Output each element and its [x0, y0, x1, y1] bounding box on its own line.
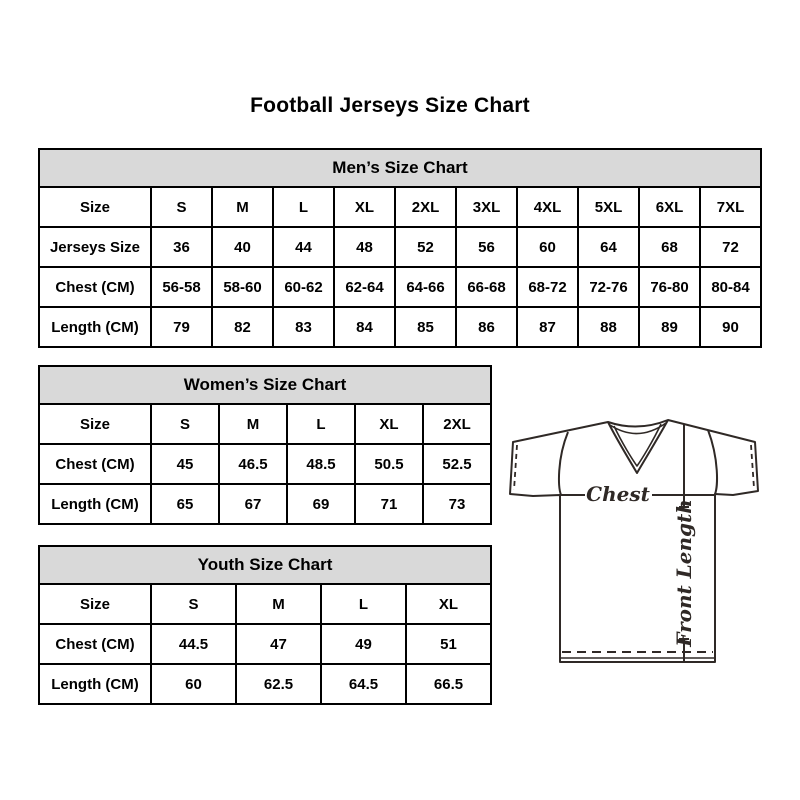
value-cell: 44 — [273, 227, 334, 267]
value-cell: 56-58 — [151, 267, 212, 307]
table-row — [39, 484, 491, 524]
table-row — [39, 227, 761, 267]
value-cell: 68-72 — [517, 267, 578, 307]
table-row — [39, 624, 491, 664]
value-cell: 65 — [151, 484, 219, 524]
row-label-cell: Chest (CM) — [39, 267, 151, 307]
value-cell: 62-64 — [334, 267, 395, 307]
row-label-cell: Chest (CM) — [39, 624, 151, 664]
value-cell: S — [151, 404, 219, 444]
jersey-outline — [510, 420, 758, 662]
row-label-cell: Length (CM) — [39, 307, 151, 347]
youth-size-table — [38, 583, 492, 705]
value-cell: 45 — [151, 444, 219, 484]
value-cell: 3XL — [456, 187, 517, 227]
right-cuff-dashed-line — [751, 445, 754, 488]
row-label-cell: Size — [39, 187, 151, 227]
value-cell: 40 — [212, 227, 273, 267]
youth-size-chart — [38, 545, 492, 705]
mens-size-chart — [38, 148, 762, 348]
table-row — [39, 307, 761, 347]
value-cell: 71 — [355, 484, 423, 524]
value-cell: 47 — [236, 624, 321, 664]
left-armhole-seam — [559, 432, 568, 495]
value-cell: 2XL — [423, 404, 491, 444]
mens-size-table — [38, 186, 762, 348]
value-cell: XL — [406, 584, 491, 624]
value-cell: 60-62 — [273, 267, 334, 307]
value-cell: L — [287, 404, 355, 444]
table-row — [39, 267, 761, 307]
value-cell: 50.5 — [355, 444, 423, 484]
value-cell: 60 — [151, 664, 236, 704]
value-cell: 88 — [578, 307, 639, 347]
value-cell: 48 — [334, 227, 395, 267]
value-cell: 52 — [395, 227, 456, 267]
value-cell: 82 — [212, 307, 273, 347]
value-cell: 87 — [517, 307, 578, 347]
value-cell: L — [321, 584, 406, 624]
value-cell: 44.5 — [151, 624, 236, 664]
value-cell: 52.5 — [423, 444, 491, 484]
value-cell: 7XL — [700, 187, 761, 227]
value-cell: 79 — [151, 307, 212, 347]
value-cell: M — [212, 187, 273, 227]
table-row — [39, 404, 491, 444]
youth-chart-title: Youth Size Chart — [38, 545, 492, 585]
value-cell: 49 — [321, 624, 406, 664]
value-cell: L — [273, 187, 334, 227]
row-label-cell: Jerseys Size — [39, 227, 151, 267]
value-cell: 80-84 — [700, 267, 761, 307]
value-cell: 64-66 — [395, 267, 456, 307]
value-cell: 85 — [395, 307, 456, 347]
value-cell: 64 — [578, 227, 639, 267]
table-row — [39, 444, 491, 484]
value-cell: 67 — [219, 484, 287, 524]
value-cell: 62.5 — [236, 664, 321, 704]
womens-size-table — [38, 403, 492, 525]
value-cell: 72-76 — [578, 267, 639, 307]
value-cell: 58-60 — [212, 267, 273, 307]
row-label-cell: Length (CM) — [39, 484, 151, 524]
value-cell: 76-80 — [639, 267, 700, 307]
value-cell: 56 — [456, 227, 517, 267]
value-cell: 90 — [700, 307, 761, 347]
front-length-label: Front Length — [672, 499, 696, 647]
womens-size-chart — [38, 365, 492, 525]
jersey-diagram — [504, 417, 766, 667]
value-cell: 72 — [700, 227, 761, 267]
left-cuff-dashed-line — [514, 445, 517, 490]
value-cell: 69 — [287, 484, 355, 524]
page-title: Football Jerseys Size Chart — [250, 94, 530, 117]
table-row — [39, 584, 491, 624]
value-cell: S — [151, 187, 212, 227]
chest-label: Chest — [586, 482, 650, 506]
value-cell: 46.5 — [219, 444, 287, 484]
row-label-cell: Chest (CM) — [39, 444, 151, 484]
table-row — [39, 187, 761, 227]
value-cell: 84 — [334, 307, 395, 347]
value-cell: 64.5 — [321, 664, 406, 704]
value-cell: 51 — [406, 624, 491, 664]
row-label-cell: Length (CM) — [39, 664, 151, 704]
value-cell: 5XL — [578, 187, 639, 227]
value-cell: 73 — [423, 484, 491, 524]
womens-chart-title: Women’s Size Chart — [38, 365, 492, 405]
value-cell: 60 — [517, 227, 578, 267]
row-label-cell: Size — [39, 584, 151, 624]
value-cell: XL — [334, 187, 395, 227]
value-cell: 2XL — [395, 187, 456, 227]
value-cell: S — [151, 584, 236, 624]
value-cell: 6XL — [639, 187, 700, 227]
value-cell: 66-68 — [456, 267, 517, 307]
right-armhole-seam — [708, 430, 717, 494]
value-cell: 83 — [273, 307, 334, 347]
value-cell: 36 — [151, 227, 212, 267]
value-cell: 4XL — [517, 187, 578, 227]
value-cell: 66.5 — [406, 664, 491, 704]
row-label-cell: Size — [39, 404, 151, 444]
value-cell: 89 — [639, 307, 700, 347]
value-cell: M — [236, 584, 321, 624]
value-cell: M — [219, 404, 287, 444]
table-row — [39, 664, 491, 704]
value-cell: XL — [355, 404, 423, 444]
value-cell: 48.5 — [287, 444, 355, 484]
value-cell: 86 — [456, 307, 517, 347]
value-cell: 68 — [639, 227, 700, 267]
mens-chart-title: Men’s Size Chart — [38, 148, 762, 188]
